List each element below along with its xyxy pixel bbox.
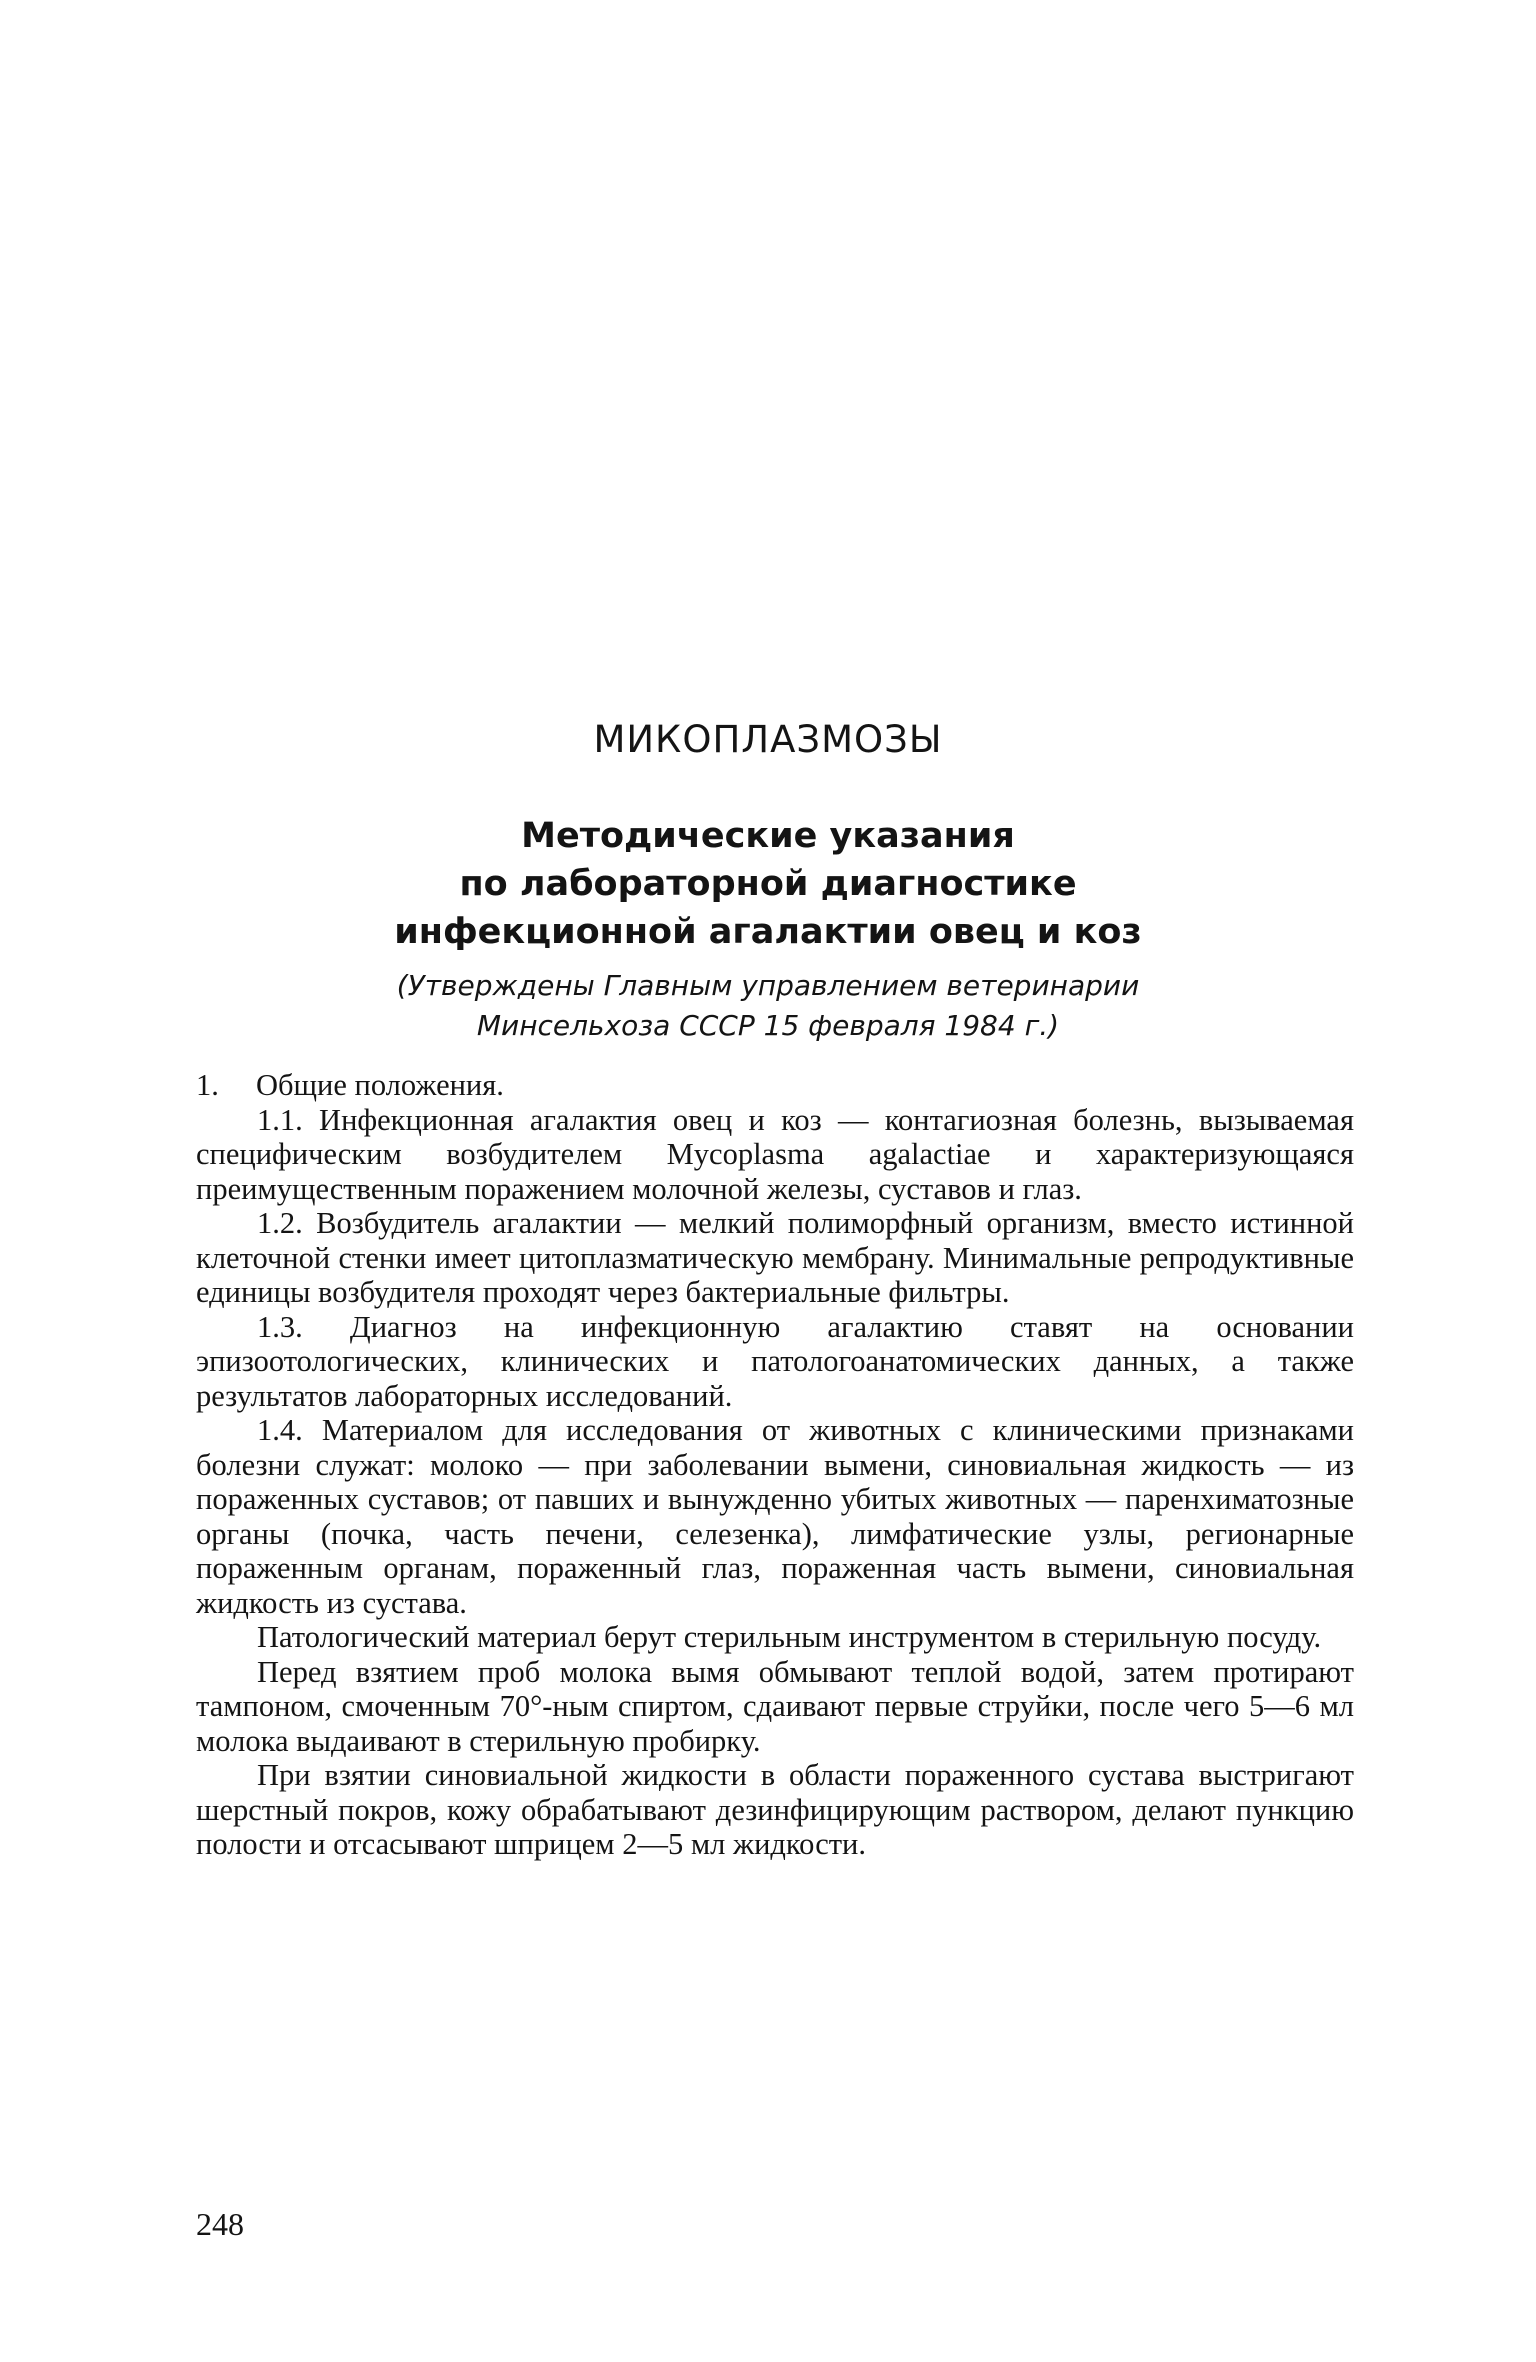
paragraph-1-4: 1.4. Материалом для исследования от животных с клиническими признаками болезни служат: молоко — при заболевании вымени, синовиальная жидкость — из пораженных суставов; от павших и вынужденно убитых животных — паренхиматозные органы (почка, часть печени, селезенка), лимфатические узлы, регионарные пораженным органам, пораженный глаз, пораженная часть вымени, синовиальная жидкость из сустава. [196,1413,1354,1620]
document-title-line-1: Методические указания [521,816,1015,856]
document-title [0,812,1536,956]
section-heading [196,1068,1354,1103]
document-title-line-2: по лабораторной диагностике [459,864,1077,904]
paragraph-1-1: 1.1. Инфекционная агалактия овец и коз — контагиозная болезнь, вызываемая специфическим возбудителем Mycoplasma agalactiae и характеризующаяся преимущественным поражением молочной железы, суставов и глаз. [196,1102,1354,1206]
approval-line-2: Минсельхоза СССР 15 февраля 1984 г.) [476,1009,1060,1042]
paragraph-1-2: 1.2. Возбудитель агалактии — мелкий полиморфный организм, вместо истинной клеточной стенки имеет цитоплазматическую мембрану. Минимальные репродуктивные единицы возбудителя проходят через бактериальные фильтры. [196,1206,1354,1309]
paragraph-material-collection: Патологический материал берут стерильным инструментом в стерильную посуду. [257,1620,1322,1654]
section-heading-text: Общие положения. [256,1068,504,1102]
approval-note [0,966,1536,1046]
approval-line-1: (Утверждены Главным управлением ветеринарии [396,969,1140,1002]
document-title-line-3: инфекционной агалактии овец и коз [394,912,1142,952]
section-title: МИКОПЛАЗМОЗЫ [593,718,943,761]
paragraph-1-3: 1.3. Диагноз на инфекционную агалактию ставят на основании эпизоотологических, клинических и патологоанатомических данных, а также результатов лабораторных исследований. [196,1309,1354,1413]
paragraph-milk-sampling: Перед взятием проб молока вымя обмывают теплой водой, затем протирают тампоном, смоченным 70°-ным спиртом, сдаивают первые струйки, после чего 5—6 мл молока выдаивают в стерильную пробирку. [196,1654,1354,1758]
section-number: 1. [196,1068,219,1102]
body-text [196,1068,1354,1862]
paragraph-synovial-sampling: При взятии синовиальной жидкости в области пораженного сустава выстригают шерстный покров, кожу обрабатывают дезинфицирующим раствором, делают пункцию полости и отсасывают шприцем 2—5 мл жидкости. [196,1758,1354,1861]
page-number: 248 [196,2206,244,2242]
